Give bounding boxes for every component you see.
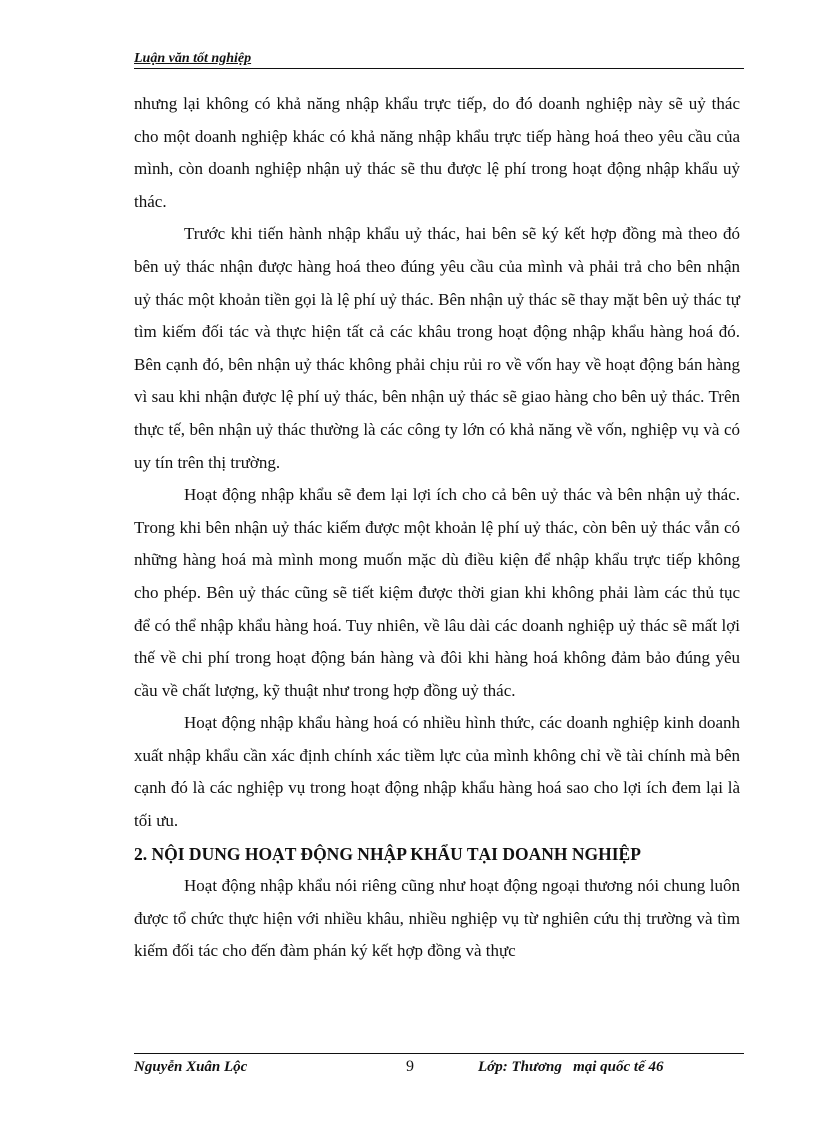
footer-class-label: Lớp: Thương mại quốc tế 46 — [478, 1059, 664, 1075]
section-paragraph: Hoạt động nhập khẩu nói riêng cũng như hoạt động ngoại thương nói chung luôn được tổ chức thực hiện với nhiều khâu, nhiều nghiệp vụ từ nghiên cứu thị trường và tìm kiếm đối tác cho đến đàm phán ký kết hợp đồng và thực — [134, 876, 740, 961]
paragraph: Hoạt động nhập khẩu sẽ đem lại lợi ích cho cả bên uỷ thác và bên nhận uỷ thác. Trong khi bên nhận uỷ thác kiếm được một khoản lệ phí uỷ thác, còn bên uỷ thác vẫn có những hàng hoá mà mình mong muốn mặc dù điều kiện để nhập khẩu trực tiếp không cho phép. Bên uỷ thác cũng sẽ tiết kiệm được thời gian khi không phải làm các thủ tục để có thể nhập khẩu hàng hoá. Tuy nhiên, về lâu dài các doanh nghiệp uỷ thác sẽ mất lợi thế về chi phí trong hoạt động bán hàng và đôi khi hàng hoá không đảm bảo đúng yêu cầu về chất lượng, kỹ thuật như trong hợp đồng uỷ thác. — [134, 485, 740, 700]
header-title: Luận văn tốt nghiệp — [134, 51, 252, 66]
paragraph: Trước khi tiến hành nhập khẩu uỷ thác, hai bên sẽ ký kết hợp đồng mà theo đó bên uỷ thác nhận được hàng hoá theo đúng yêu cầu của mình và phải trả cho bên nhận uỷ thác một khoản tiền gọi là lệ phí uỷ thác. Bên nhận uỷ thác sẽ thay mặt bên uỷ thác tự tìm kiếm đối tác và thực hiện tất cả các khâu trong hoạt động nhập khẩu hàng hoá đó. Bên cạnh đó, bên nhận uỷ thác không phải chịu rủi ro về vốn hay về hoạt động bán hàng vì sau khi nhận được lệ phí uỷ thác, bên nhận uỷ thác sẽ giao hàng cho bên uỷ thác. Trên thực tế, bên nhận uỷ thác thường là các công ty lớn có khả năng về vốn, nghiệp vụ và có uy tín trên thị trường. — [134, 224, 740, 472]
paragraph-continued: nhưng lại không có khả năng nhập khẩu trực tiếp, do đó doanh nghiệp này sẽ uỷ thác cho một doanh nghiệp khác có khả năng nhập khẩu trực tiếp hàng hoá theo yêu cầu của mình, còn doanh nghiệp nhận uỷ thác sẽ thu được lệ phí trong hoạt động nhập khẩu uỷ thác. — [134, 94, 740, 211]
body-text — [134, 88, 740, 968]
page-footer — [134, 1053, 744, 1080]
page-number: 9 — [406, 1058, 414, 1075]
paragraph: Hoạt động nhập khẩu hàng hoá có nhiều hình thức, các doanh nghiệp kinh doanh xuất nhập khẩu cần xác định chính xác tiềm lực của mình không chỉ về tài chính mà bên cạnh đó là các nghiệp vụ trong hoạt động nhập khẩu hàng hoá sao cho lợi ích đem lại là tối ưu. — [134, 713, 740, 831]
section-heading: 2. NỘI DUNG HOẠT ĐỘNG NHẬP KHẨU TẠI DOANH NGHIỆP — [134, 843, 641, 864]
page-header — [134, 48, 744, 69]
footer-author: Nguyễn Xuân Lộc — [134, 1059, 248, 1075]
